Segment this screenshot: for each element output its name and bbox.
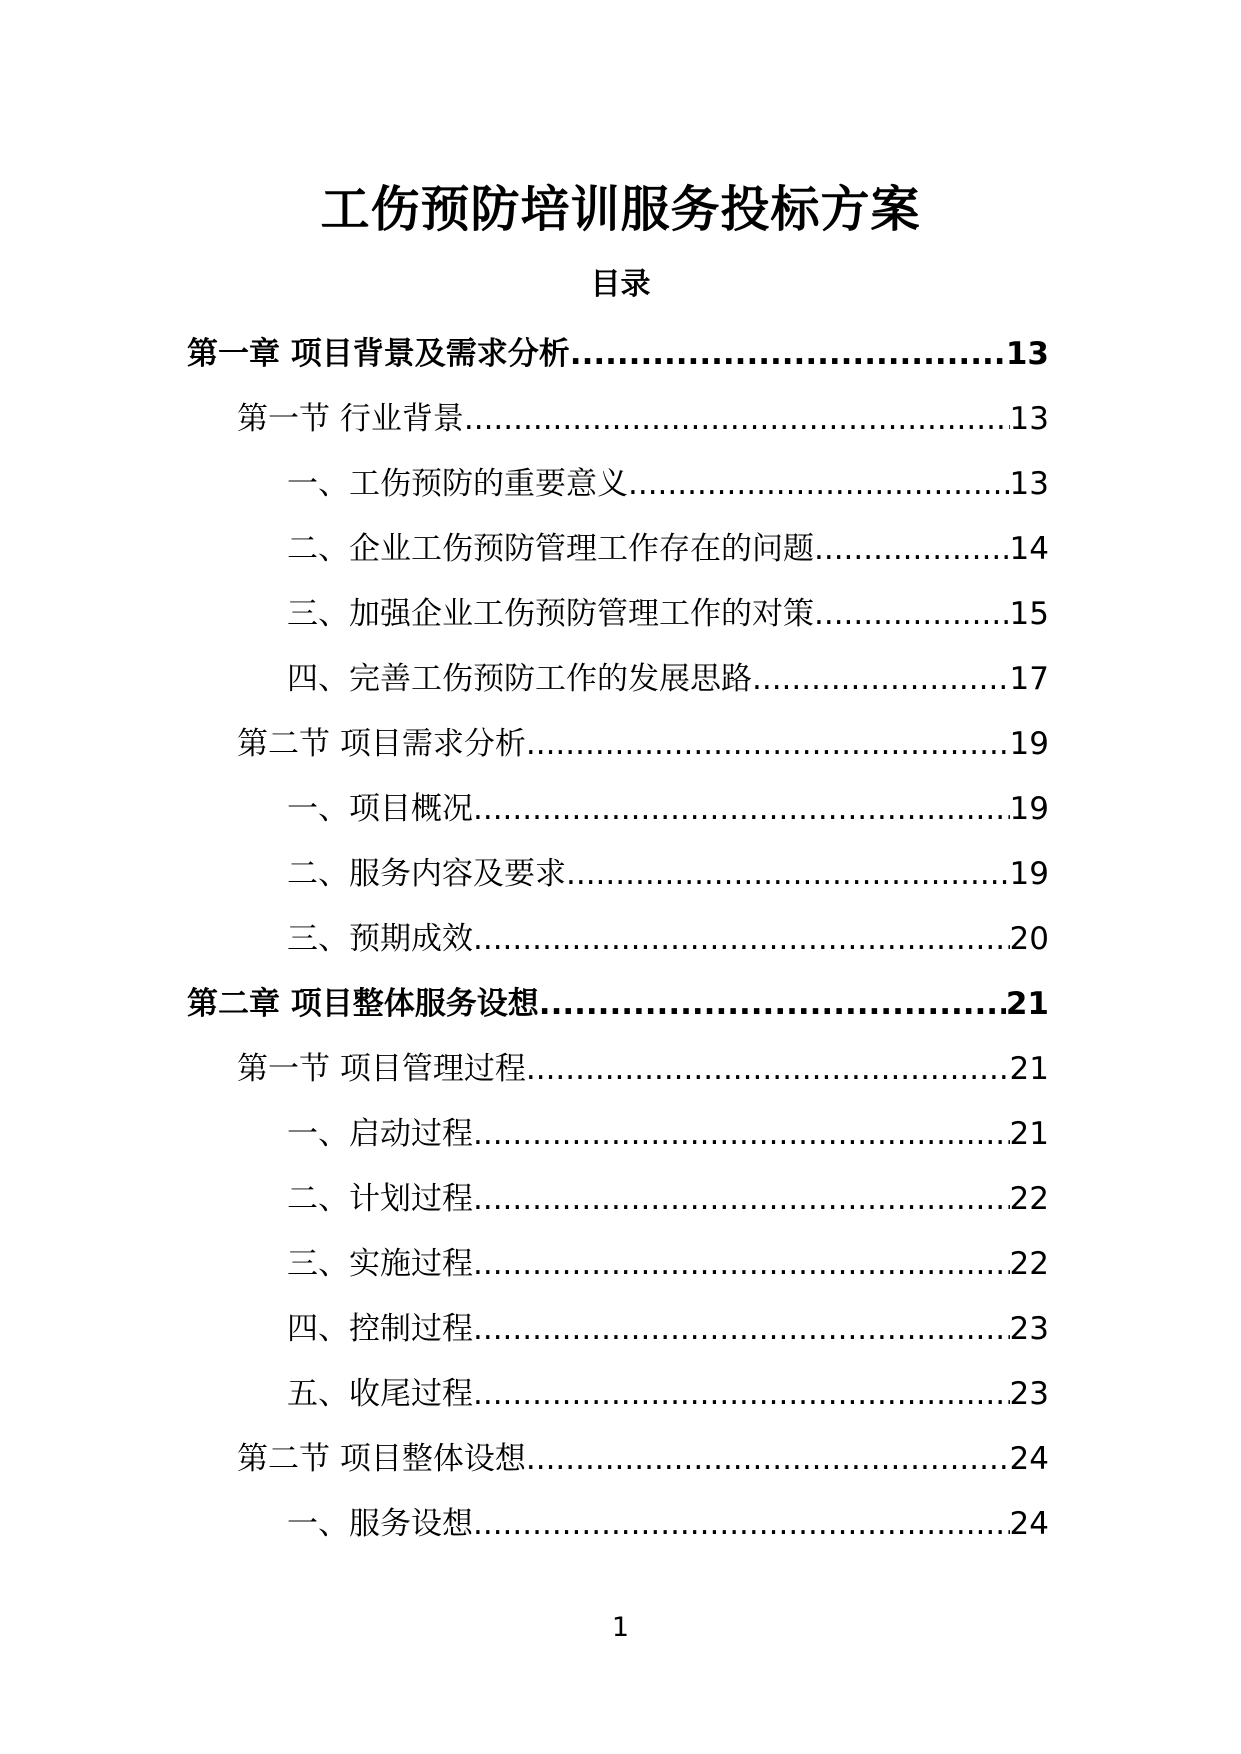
toc-entry-label: 第一章 项目背景及需求分析 [187,336,570,372]
toc-subsection-entry[interactable] [187,1167,1049,1232]
toc-entry-label: 一、服务设想 [287,1506,473,1542]
toc-entry-page: 15 [1009,596,1049,632]
toc-entry-page: 19 [1009,726,1049,762]
toc-entry-label: 二、计划过程 [287,1181,473,1217]
toc-chapter-entry[interactable] [187,972,1049,1037]
toc-section-entry[interactable] [187,387,1049,452]
toc-heading: 目录 [590,267,651,302]
toc-section-entry[interactable] [187,712,1049,777]
toc-dot-leader [473,1232,1010,1297]
toc-dot-leader [570,322,1006,387]
toc-subsection-entry[interactable] [187,582,1049,647]
toc-entry-page: 23 [1009,1311,1049,1347]
toc-entry-page: 19 [1009,856,1049,892]
toc-entry-page: 14 [1009,531,1049,567]
toc-subsection-entry[interactable] [187,842,1049,907]
toc-dot-leader [526,1427,1010,1492]
toc-entry-label: 第二节 项目整体设想 [237,1441,526,1477]
toc-dot-leader [473,1492,1010,1557]
toc-subsection-entry[interactable] [187,517,1049,582]
toc-entry-page: 21 [1005,986,1049,1022]
toc-entry-label: 四、控制过程 [287,1311,473,1347]
toc-dot-leader [473,1167,1010,1232]
toc-entry-page: 24 [1009,1506,1049,1542]
toc-dot-leader [473,907,1010,972]
toc-subsection-entry[interactable] [187,1297,1049,1362]
toc-dot-leader [539,972,1006,1037]
toc-entry-page: 19 [1009,791,1049,827]
toc-dot-leader [526,712,1010,777]
toc-entry-label: 一、项目概况 [287,791,473,827]
toc-chapter-entry[interactable] [187,322,1049,387]
toc-entry-label: 二、企业工伤预防管理工作存在的问题 [287,531,814,567]
toc-entry-page: 21 [1009,1116,1049,1152]
toc-subsection-entry[interactable] [187,1362,1049,1427]
toc-entry-page: 23 [1009,1376,1049,1412]
toc-section-entry[interactable] [187,1427,1049,1492]
toc-entry-label: 第一节 行业背景 [237,401,464,437]
toc-entry-label: 三、加强企业工伤预防管理工作的对策 [287,596,814,632]
toc-dot-leader [814,517,1010,582]
toc-subsection-entry[interactable] [187,1232,1049,1297]
toc-subsection-entry[interactable] [187,1102,1049,1167]
toc-entry-label: 一、工伤预防的重要意义 [287,466,628,502]
toc-entry-page: 24 [1009,1441,1049,1477]
toc-dot-leader [566,842,1010,907]
toc-subsection-entry[interactable] [187,907,1049,972]
toc-dot-leader [464,387,1010,452]
toc-dot-leader [473,1102,1010,1167]
toc-entry-page: 17 [1009,661,1049,697]
toc-entry-label: 五、收尾过程 [287,1376,473,1412]
toc-entry-label: 三、预期成效 [287,921,473,957]
toc-entry-page: 21 [1009,1051,1049,1087]
toc-dot-leader [814,582,1010,647]
toc-subsection-entry[interactable] [187,452,1049,517]
toc-entry-page: 13 [1009,401,1049,437]
toc-section-entry[interactable] [187,1037,1049,1102]
toc-entry-label: 三、实施过程 [287,1246,473,1282]
toc-dot-leader [473,1362,1010,1427]
toc-entry-page: 13 [1005,336,1049,372]
toc-subsection-entry[interactable] [187,777,1049,842]
table-of-contents [187,322,1049,1557]
toc-entry-page: 20 [1009,921,1049,957]
toc-dot-leader [473,1297,1010,1362]
toc-entry-label: 第二节 项目需求分析 [237,726,526,762]
document-title: 工伤预防培训服务投标方案 [320,181,921,238]
toc-entry-label: 一、启动过程 [287,1116,473,1152]
toc-entry-page: 22 [1009,1246,1049,1282]
toc-entry-label: 四、完善工伤预防工作的发展思路 [287,661,752,697]
toc-dot-leader [628,452,1010,517]
toc-dot-leader [752,647,1010,712]
toc-entry-label: 第一节 项目管理过程 [237,1051,526,1087]
toc-entry-label: 二、服务内容及要求 [287,856,566,892]
toc-subsection-entry[interactable] [187,1492,1049,1557]
toc-dot-leader [473,777,1010,842]
toc-entry-label: 第二章 项目整体服务设想 [187,986,539,1022]
toc-entry-page: 22 [1009,1181,1049,1217]
toc-subsection-entry[interactable] [187,647,1049,712]
page-number: 1 [611,1612,630,1643]
toc-dot-leader [526,1037,1010,1102]
toc-entry-page: 13 [1009,466,1049,502]
